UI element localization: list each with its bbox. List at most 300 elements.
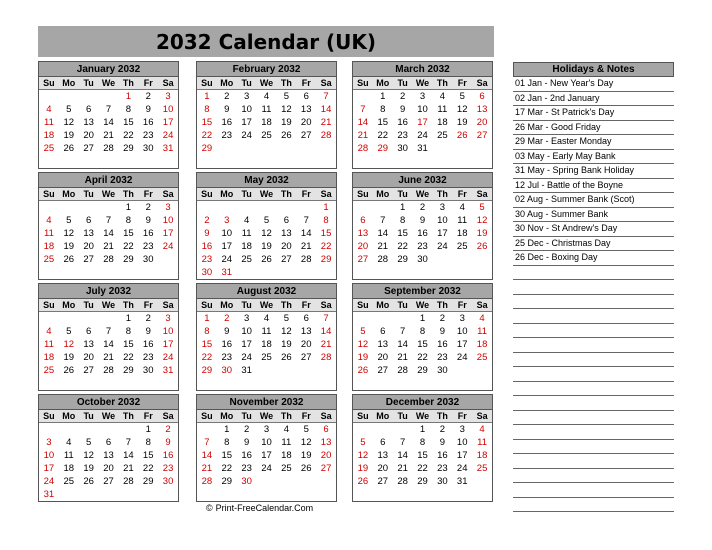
- day-cell: 23: [142, 352, 154, 363]
- day-cell: 20: [377, 352, 389, 363]
- day-cell: 31: [162, 365, 174, 376]
- day-cell: 7: [399, 437, 406, 448]
- note-entry: 29 Mar - Easter Monday: [513, 135, 674, 150]
- day-cell: [472, 475, 492, 488]
- week-row: [197, 266, 336, 279]
- weekday-label: Tu: [397, 411, 408, 421]
- week-row: [353, 129, 492, 142]
- day-cell: 19: [281, 339, 292, 350]
- day-cell: 19: [261, 241, 272, 252]
- weekday-label: Sa: [320, 300, 332, 310]
- weekday-label: Th: [280, 411, 292, 421]
- day-cell: 20: [83, 352, 94, 363]
- day-cell: 9: [145, 215, 151, 226]
- week-row: [39, 377, 178, 390]
- day-cell: [217, 155, 237, 168]
- day-cell: 8: [419, 326, 426, 337]
- weekday-label: Th: [436, 78, 448, 88]
- day-cell: [59, 201, 79, 214]
- day-cell: 27: [300, 352, 312, 363]
- day-cell: 3: [243, 313, 250, 324]
- day-cell: 17: [456, 339, 468, 350]
- day-cell: [296, 201, 316, 214]
- weekday-label: Fr: [457, 411, 467, 421]
- day-cell: 18: [63, 463, 75, 474]
- day-cell: 21: [377, 241, 389, 252]
- day-cell: 19: [63, 130, 75, 141]
- weekday-label: Su: [201, 189, 213, 199]
- weekday-label: Sa: [320, 411, 332, 421]
- weekday-header-row: [353, 77, 492, 90]
- weekday-label: Mo: [62, 78, 76, 88]
- week-row: [39, 338, 178, 351]
- day-cell: 21: [320, 117, 332, 128]
- note-blank-line: [513, 483, 674, 498]
- week-row: [197, 129, 336, 142]
- day-cell: 15: [320, 228, 332, 239]
- day-cell: [59, 155, 79, 168]
- week-row: [197, 90, 336, 103]
- weekday-label: Tu: [83, 189, 94, 199]
- month-title: June 2032: [353, 173, 492, 188]
- day-cell: [197, 488, 217, 501]
- day-cell: 16: [437, 339, 448, 350]
- month-title: November 2032: [197, 395, 336, 410]
- week-row: [353, 155, 492, 168]
- day-cell: 31: [456, 476, 468, 487]
- day-cell: 13: [476, 104, 488, 115]
- week-row: [39, 201, 178, 214]
- day-cell: 14: [397, 450, 408, 461]
- weekday-label: Fr: [301, 411, 311, 421]
- note-entry: 02 Jan - 2nd January: [513, 92, 674, 107]
- weekday-label: Th: [280, 189, 292, 199]
- day-cell: 14: [320, 104, 332, 115]
- day-cell: 2: [419, 202, 426, 213]
- weekday-label: Th: [122, 78, 134, 88]
- day-cell: [316, 142, 336, 155]
- month-title: April 2032: [39, 173, 178, 188]
- day-cell: [237, 142, 257, 155]
- note-entry: 26 Mar - Good Friday: [513, 121, 674, 136]
- weekday-label: Su: [43, 78, 55, 88]
- day-cell: [59, 488, 79, 501]
- day-cell: 25: [43, 254, 55, 265]
- day-cell: 26: [63, 365, 75, 376]
- day-cell: 4: [283, 424, 289, 435]
- day-cell: 23: [142, 241, 154, 252]
- day-cell: 2: [145, 313, 151, 324]
- weekday-label: Th: [280, 78, 292, 88]
- day-cell: [39, 423, 59, 436]
- day-cell: 26: [300, 463, 312, 474]
- day-cell: 3: [165, 313, 171, 324]
- day-cell: 24: [241, 130, 252, 141]
- day-cell: 10: [417, 104, 428, 115]
- day-cell: [257, 475, 277, 488]
- day-cell: 15: [417, 450, 428, 461]
- day-cell: 25: [63, 476, 75, 487]
- day-cell: 11: [477, 437, 487, 448]
- week-row: [197, 364, 336, 377]
- day-cell: [353, 90, 373, 103]
- day-cell: 31: [162, 143, 174, 154]
- day-cell: 11: [437, 104, 448, 115]
- week-row: [39, 214, 178, 227]
- day-cell: 11: [63, 450, 74, 461]
- day-cell: 7: [323, 91, 329, 102]
- day-cell: 7: [323, 313, 329, 324]
- weekday-label: We: [259, 189, 274, 199]
- note-blank-line: [513, 454, 674, 469]
- day-cell: 23: [397, 130, 408, 141]
- week-row: [197, 475, 336, 488]
- day-cell: 16: [437, 450, 448, 461]
- day-cell: 8: [145, 437, 151, 448]
- weekday-header-row: [353, 410, 492, 423]
- day-cell: 15: [377, 117, 389, 128]
- day-cell: [237, 201, 257, 214]
- weekday-label: Mo: [220, 300, 234, 310]
- week-row: [39, 488, 178, 501]
- month-title: October 2032: [39, 395, 178, 410]
- week-row: [39, 436, 178, 449]
- day-cell: 9: [439, 326, 445, 337]
- day-cell: 6: [85, 326, 92, 337]
- weekday-label: Sa: [476, 411, 488, 421]
- day-cell: 27: [83, 254, 94, 265]
- weekday-label: Su: [43, 300, 55, 310]
- week-row: [353, 351, 492, 364]
- day-cell: 15: [397, 228, 408, 239]
- day-cell: 30: [142, 365, 154, 376]
- weekday-label: Fr: [457, 78, 467, 88]
- day-cell: 24: [456, 463, 468, 474]
- weekday-label: Sa: [320, 189, 332, 199]
- day-cell: 16: [142, 117, 154, 128]
- week-row: [197, 253, 336, 266]
- day-cell: 13: [377, 339, 389, 350]
- day-cell: 7: [399, 326, 406, 337]
- day-cell: 29: [123, 365, 134, 376]
- day-cell: 30: [241, 476, 252, 487]
- weekday-label: Mo: [376, 300, 390, 310]
- day-cell: 7: [360, 104, 366, 115]
- day-cell: 25: [241, 254, 252, 265]
- week-row: [197, 312, 336, 325]
- day-cell: 4: [439, 91, 445, 102]
- weekday-label: Fr: [143, 411, 153, 421]
- day-cell: 10: [162, 215, 174, 226]
- day-cell: 3: [439, 202, 445, 213]
- day-cell: [158, 377, 178, 390]
- week-row: [197, 227, 336, 240]
- day-cell: [472, 142, 492, 155]
- week-row: [353, 312, 492, 325]
- copyright-icon: ©: [206, 503, 213, 513]
- note-entry: 02 Aug - Summer Bank (Scot): [513, 193, 674, 208]
- holidays-notes-panel: [513, 62, 674, 512]
- weekday-label: Fr: [457, 189, 467, 199]
- day-cell: 10: [456, 437, 468, 448]
- day-cell: 24: [162, 352, 174, 363]
- day-cell: 15: [142, 450, 154, 461]
- day-cell: 24: [417, 130, 428, 141]
- month-block: [38, 172, 179, 280]
- day-cell: 3: [165, 202, 171, 213]
- day-cell: 9: [439, 437, 445, 448]
- day-cell: [138, 377, 158, 390]
- day-cell: 3: [263, 424, 270, 435]
- day-cell: 10: [241, 326, 252, 337]
- note-blank-line: [513, 469, 674, 484]
- day-cell: 3: [459, 424, 465, 435]
- week-row: [197, 325, 336, 338]
- day-cell: 25: [476, 352, 488, 363]
- footer[interactable]: [206, 501, 356, 515]
- day-cell: 21: [103, 130, 114, 141]
- day-cell: 8: [399, 215, 406, 226]
- week-row: [197, 377, 336, 390]
- notes-list: [513, 77, 674, 512]
- day-cell: [296, 142, 316, 155]
- week-row: [353, 266, 492, 279]
- day-cell: 25: [43, 365, 55, 376]
- note-blank-line: [513, 498, 674, 513]
- day-cell: 10: [241, 104, 252, 115]
- day-cell: [138, 155, 158, 168]
- day-cell: [393, 266, 413, 279]
- day-cell: 4: [263, 313, 270, 324]
- weekday-label: Su: [357, 300, 369, 310]
- day-cell: [413, 488, 433, 501]
- day-cell: [373, 488, 393, 501]
- day-cell: 14: [300, 228, 312, 239]
- day-cell: 30: [437, 365, 448, 376]
- day-cell: 27: [476, 130, 488, 141]
- day-cell: [452, 155, 472, 168]
- day-cell: [432, 266, 452, 279]
- weekday-label: Fr: [301, 78, 311, 88]
- weekday-label: Su: [201, 411, 213, 421]
- day-cell: 9: [224, 104, 230, 115]
- weekday-label: Su: [357, 78, 369, 88]
- weekday-label: Tu: [241, 411, 252, 421]
- month-title: January 2032: [39, 62, 178, 77]
- day-cell: 1: [323, 202, 329, 213]
- day-cell: 23: [437, 352, 448, 363]
- day-cell: 28: [397, 365, 408, 376]
- month-block: [196, 283, 337, 391]
- day-cell: 7: [105, 326, 112, 337]
- day-cell: 22: [123, 352, 134, 363]
- day-cell: [296, 488, 316, 501]
- month-title: August 2032: [197, 284, 336, 299]
- day-cell: 15: [123, 339, 134, 350]
- day-cell: 3: [243, 91, 250, 102]
- day-cell: 8: [125, 326, 131, 337]
- day-cell: 17: [221, 241, 233, 252]
- day-cell: 11: [261, 104, 272, 115]
- footer-link-text[interactable]: Print-FreeCalendar.Com: [215, 503, 314, 513]
- weekday-label: We: [101, 300, 116, 310]
- week-row: [197, 488, 336, 501]
- week-row: [353, 214, 492, 227]
- day-cell: 14: [397, 339, 408, 350]
- day-cell: 1: [419, 424, 426, 435]
- day-cell: [217, 488, 237, 501]
- day-cell: 25: [43, 143, 55, 154]
- day-cell: [296, 377, 316, 390]
- week-row: [197, 103, 336, 116]
- day-cell: 23: [142, 130, 154, 141]
- weekday-label: Mo: [376, 189, 390, 199]
- day-cell: 8: [419, 437, 426, 448]
- day-cell: [452, 488, 472, 501]
- day-cell: 16: [201, 241, 213, 252]
- day-cell: 30: [142, 143, 154, 154]
- day-cell: 17: [162, 339, 174, 350]
- day-cell: 26: [476, 241, 488, 252]
- week-row: [197, 155, 336, 168]
- note-blank-line: [513, 324, 674, 339]
- week-row: [39, 103, 178, 116]
- day-cell: 19: [63, 241, 75, 252]
- day-cell: 1: [224, 424, 230, 435]
- day-cell: [432, 488, 452, 501]
- day-cell: [413, 266, 433, 279]
- day-cell: 22: [142, 463, 154, 474]
- day-cell: 31: [221, 267, 233, 278]
- day-cell: 4: [243, 215, 250, 226]
- month-block: [352, 61, 493, 169]
- day-cell: 2: [243, 424, 250, 435]
- day-cell: 25: [437, 130, 448, 141]
- day-cell: [79, 423, 99, 436]
- day-cell: 17: [162, 117, 174, 128]
- day-cell: 3: [165, 91, 171, 102]
- day-cell: 29: [417, 365, 428, 376]
- day-cell: [296, 266, 316, 279]
- day-cell: [276, 155, 296, 168]
- day-cell: 30: [142, 254, 154, 265]
- note-blank-line: [513, 396, 674, 411]
- day-cell: 17: [437, 228, 448, 239]
- day-cell: 20: [320, 450, 332, 461]
- note-blank-line: [513, 353, 674, 368]
- week-row: [353, 227, 492, 240]
- weekday-label: Th: [436, 189, 448, 199]
- day-cell: [79, 488, 99, 501]
- day-cell: 6: [303, 91, 309, 102]
- weekday-label: Fr: [143, 78, 153, 88]
- day-cell: 13: [83, 117, 94, 128]
- week-row: [39, 240, 178, 253]
- weekday-header-row: [353, 188, 492, 201]
- week-row: [39, 266, 178, 279]
- day-cell: 27: [83, 365, 94, 376]
- day-cell: [276, 142, 296, 155]
- day-cell: 8: [125, 215, 131, 226]
- day-cell: 23: [437, 463, 448, 474]
- weekday-label: Sa: [476, 189, 488, 199]
- day-cell: 3: [46, 437, 52, 448]
- day-cell: [197, 423, 217, 436]
- day-cell: 8: [224, 437, 230, 448]
- day-cell: 8: [323, 215, 329, 226]
- day-cell: 31: [43, 489, 55, 500]
- day-cell: 18: [241, 241, 252, 252]
- day-cell: 31: [417, 143, 428, 154]
- day-cell: 1: [399, 202, 406, 213]
- note-blank-line: [513, 338, 674, 353]
- day-cell: 22: [201, 352, 213, 363]
- day-cell: 21: [123, 463, 134, 474]
- day-cell: 16: [162, 450, 174, 461]
- day-cell: 6: [303, 313, 309, 324]
- day-cell: [59, 266, 79, 279]
- day-cell: 30: [417, 254, 428, 265]
- week-row: [353, 240, 492, 253]
- day-cell: 14: [377, 228, 389, 239]
- week-row: [353, 90, 492, 103]
- day-cell: [118, 423, 138, 436]
- day-cell: 3: [419, 91, 426, 102]
- day-cell: 16: [221, 339, 233, 350]
- day-cell: 28: [103, 365, 114, 376]
- day-cell: 19: [476, 228, 488, 239]
- day-cell: 18: [43, 241, 55, 252]
- day-cell: 12: [83, 450, 94, 461]
- day-cell: [79, 312, 99, 325]
- day-cell: 1: [204, 91, 210, 102]
- week-row: [353, 462, 492, 475]
- day-cell: [118, 155, 138, 168]
- weekday-label: Th: [122, 411, 134, 421]
- day-cell: [197, 155, 217, 168]
- day-cell: 7: [303, 215, 309, 226]
- day-cell: 13: [300, 104, 312, 115]
- weekday-header-row: [39, 77, 178, 90]
- day-cell: [118, 377, 138, 390]
- day-cell: 19: [281, 117, 292, 128]
- day-cell: 27: [281, 254, 292, 265]
- day-cell: 15: [201, 117, 213, 128]
- month-block: [352, 172, 493, 280]
- day-cell: 20: [300, 339, 312, 350]
- weekday-label: Tu: [397, 300, 408, 310]
- day-cell: 2: [224, 91, 230, 102]
- month-title: May 2032: [197, 173, 336, 188]
- day-cell: 5: [66, 215, 72, 226]
- day-cell: 20: [83, 130, 94, 141]
- day-cell: 14: [320, 326, 332, 337]
- weekday-label: Sa: [320, 78, 332, 88]
- week-row: [353, 325, 492, 338]
- day-cell: 18: [437, 117, 448, 128]
- day-cell: [99, 155, 119, 168]
- day-cell: [373, 312, 393, 325]
- day-cell: 28: [357, 143, 369, 154]
- day-cell: 13: [83, 339, 94, 350]
- day-cell: 5: [459, 91, 465, 102]
- day-cell: 6: [85, 215, 92, 226]
- day-cell: 12: [63, 339, 75, 350]
- day-cell: 9: [145, 326, 151, 337]
- day-cell: [316, 266, 336, 279]
- day-cell: 5: [360, 326, 366, 337]
- day-cell: 5: [66, 326, 72, 337]
